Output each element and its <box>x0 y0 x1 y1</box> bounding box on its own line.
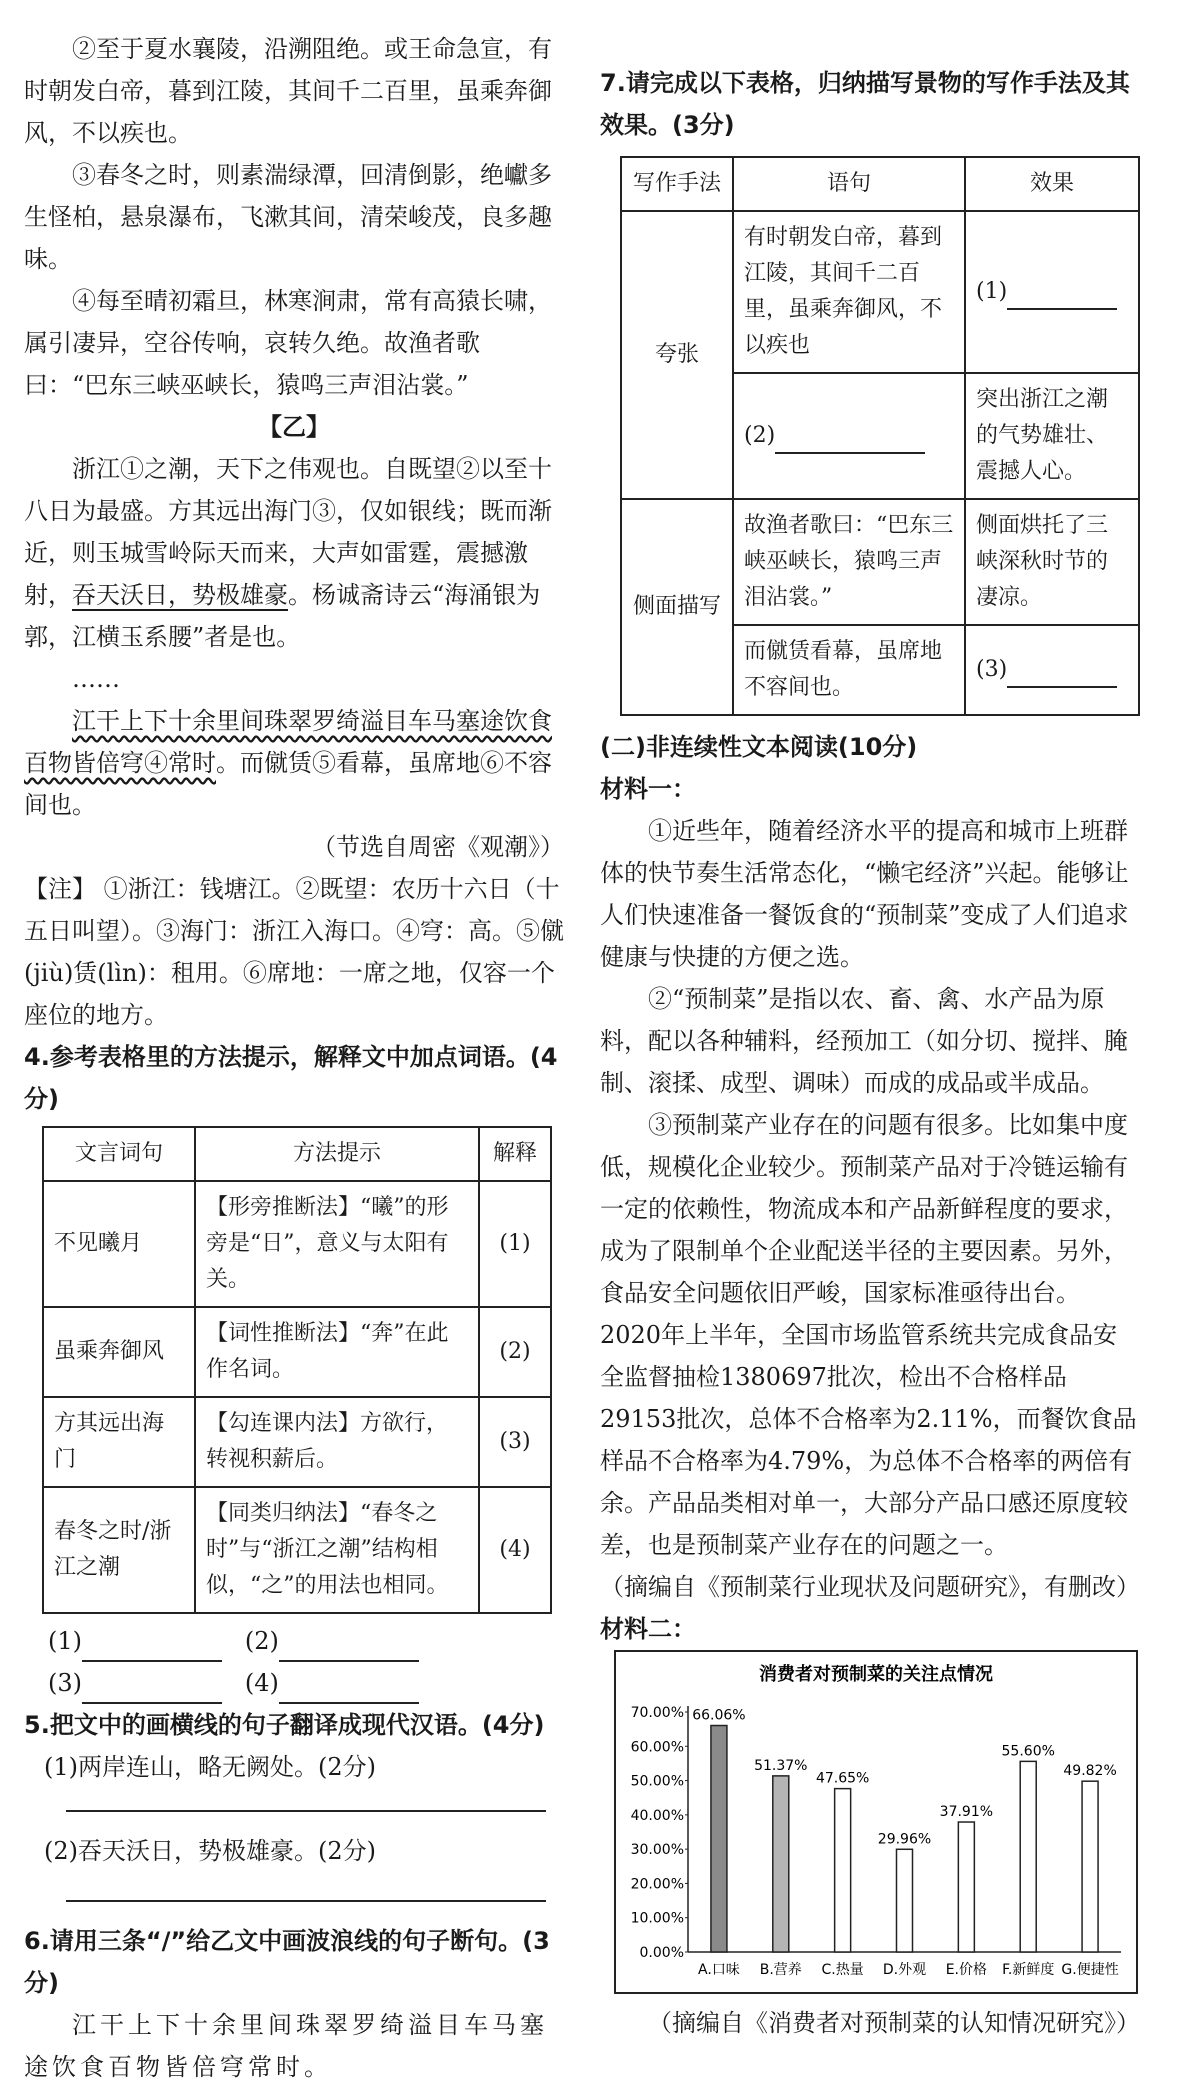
bar-4 <box>897 1849 913 1952</box>
yi-title: 【乙】 <box>258 413 330 441</box>
bar-2 <box>773 1776 789 1952</box>
data-label: 51.37% <box>754 1757 808 1774</box>
right-column <box>600 0 1140 2044</box>
q4-header-hint: 方法提示 <box>195 1127 479 1181</box>
answer-cell[interactable]: (3) <box>479 1397 551 1487</box>
question-6: 6.请用三条“/”给乙文中画波浪线的句子断句。(3分) <box>24 1927 550 1997</box>
m2-source: （摘编自《消费者对预制菜的认知情况研究》） <box>648 2009 1140 2037</box>
m1-source: （摘编自《预制菜行业现状及问题研究》，有删改） <box>600 1573 1140 1601</box>
q7-table <box>620 156 1140 716</box>
table-row: (2) 突出浙江之潮的气势雄壮、震撼人心。 <box>621 373 1139 499</box>
method-cell: 夸张 <box>621 211 733 499</box>
answer-line[interactable] <box>66 1808 546 1812</box>
y-tick-label: 40.00% <box>630 1807 684 1824</box>
y-tick-label: 10.00% <box>630 1910 684 1927</box>
table-row: 而僦赁看幕，虽席地不容间也。 (3) <box>621 625 1139 715</box>
question-7: 7.请完成以下表格，归纳描写景物的写作手法及其效果。(3分) <box>600 69 1130 139</box>
answer-cell[interactable]: (3) <box>965 625 1139 715</box>
q4-blanks-row-2: (3) (4) <box>48 1662 564 1704</box>
q4-header-phrase: 文言词句 <box>43 1127 195 1181</box>
yi-para-1: 浙江①之潮，天下之伟观也。自既望②以至十八日为最盛。方其远出海门③，仅如银线；既而渐近，则玉城雪岭际天而来，大声如雷霆，震撼激射，吞天沃日，势极雄豪。杨诚斋诗云“海涌银为郭，江横玉系腰”者是也。 <box>24 455 552 651</box>
table-row: 不见曦月 【形旁推断法】“曦”的形旁是“日”，意义与太阳有关。 (1) <box>43 1181 551 1307</box>
jia-para-4: ④每至晴初霜旦，林寒涧肃，常有高猿长啸，属引凄异，空谷传响，哀转久绝。故渔者歌曰：“巴东三峡巫峡长，猿鸣三声泪沾裳。” <box>24 287 552 399</box>
answer-cell[interactable]: (1) <box>479 1181 551 1307</box>
material-1-title: 材料一： <box>600 775 696 803</box>
y-tick-label: 60.00% <box>630 1739 684 1756</box>
bar-3 <box>835 1789 851 1952</box>
bar-5 <box>958 1822 974 1952</box>
method-cell: 侧面描写 <box>621 499 733 715</box>
material-2-title: 材料二： <box>600 1615 696 1643</box>
table-row: 虽乘奔御风 【词性推断法】“奔”在此作名词。 (2) <box>43 1307 551 1397</box>
table-row: 方其远出海门 【勾连课内法】方欲行，转视积薪后。 (3) <box>43 1397 551 1487</box>
bar-chart <box>614 1650 1138 1994</box>
left-column <box>24 0 564 2088</box>
ellipsis: …… <box>72 665 120 693</box>
answer-cell[interactable]: (2) <box>733 373 965 499</box>
table-row: 春冬之时/浙江之潮 【同类归纳法】“春冬之时”与“浙江之潮”结构相似，“之”的用法也相同。 (4) <box>43 1487 551 1613</box>
source-guanchao: （节选自周密《观潮》） <box>312 833 564 861</box>
question-5-2: (2)吞天沃日，势极雄豪。(2分) <box>44 1837 376 1865</box>
question-4: 4.参考表格里的方法提示，解释文中加点词语。(4分) <box>24 1043 558 1113</box>
chart-title: 消费者对预制菜的关注点情况 <box>759 1664 993 1685</box>
x-tick-label: C.热量 <box>821 1962 864 1978</box>
data-label: 66.06% <box>692 1707 746 1724</box>
q7-header-effect: 效果 <box>965 157 1139 211</box>
x-tick-label: A.口味 <box>698 1962 740 1978</box>
answer-blank[interactable] <box>279 1674 419 1704</box>
y-tick-label: 30.00% <box>630 1842 684 1859</box>
table-row: 侧面描写 故渔者歌曰：“巴东三峡巫峡长，猿鸣三声泪沾裳。” 侧面烘托了三峡深秋时节的凄凉。 <box>621 499 1139 625</box>
answer-line[interactable] <box>66 1898 546 1902</box>
x-tick-label: F.新鲜度 <box>1002 1962 1055 1978</box>
jia-para-3: ③春冬之时，则素湍绿潭，回清倒影，绝巘多生怪柏，悬泉瀑布，飞漱其间，清荣峻茂，良多趣味。 <box>24 161 552 273</box>
underlined-sentence: 吞天沃日，势极雄豪 <box>72 581 288 609</box>
data-label: 55.60% <box>1001 1743 1055 1760</box>
x-tick-label: E.价格 <box>945 1962 988 1978</box>
wavy-sentence: 江干上下十余里间珠翠罗绮溢目车马塞途饮食百物皆倍穹④常时 <box>24 707 552 777</box>
q4-blanks-row-1: (1) (2) <box>48 1620 564 1662</box>
jia-para-2: ②至于夏水襄陵，沿溯阻绝。或王命急宣，有时朝发白帝，暮到江陵，其间千二百里，虽乘奔御风，不以疾也。 <box>24 35 552 147</box>
q4-header-ans: 解释 <box>479 1127 551 1181</box>
bar-6 <box>1020 1761 1036 1952</box>
answer-cell[interactable]: (2) <box>479 1307 551 1397</box>
section-2-title: (二)非连续性文本阅读(10分) <box>600 733 918 761</box>
m1-para-1: ①近些年，随着经济水平的提高和城市上班群体的快节奏生活常态化，“懒宅经济”兴起。能够让人们快速准备一餐饭食的“预制菜”变成了人们追求健康与快捷的方便之选。 <box>600 817 1129 971</box>
data-label: 49.82% <box>1063 1763 1117 1780</box>
bar-chart-svg <box>616 1652 1136 1992</box>
answer-blank[interactable] <box>82 1632 222 1662</box>
x-tick-label: D.外观 <box>882 1962 927 1978</box>
y-tick-label: 70.00% <box>630 1705 684 1721</box>
table-row: 夸张 有时朝发白帝，暮到江陵，其间千二百里，虽乘奔御风，不以疾也 (1) <box>621 211 1139 373</box>
question-5: 5.把文中的画横线的句子翻译成现代汉语。(4分) <box>24 1711 545 1739</box>
answer-blank[interactable] <box>279 1632 419 1662</box>
answer-cell[interactable]: (4) <box>479 1487 551 1613</box>
yi-para-2: 江干上下十余里间珠翠罗绮溢目车马塞途饮食百物皆倍穹④常时。而僦赁⑤看幕，虽席地⑥不容间也。 <box>24 707 552 819</box>
answer-cell[interactable]: (1) <box>965 211 1139 373</box>
data-label: 29.96% <box>877 1831 932 1848</box>
m1-para-2: ②“预制菜”是指以农、畜、禽、水产品为原料，配以各种辅料，经预加工（如分切、搅拌、腌制、滚揉、成型、调味）而成的成品或半成品。 <box>600 985 1128 1097</box>
y-tick-label: 0.00% <box>639 1945 684 1961</box>
x-tick-label: B.营养 <box>759 1962 802 1978</box>
q7-header-method: 写作手法 <box>621 157 733 211</box>
data-label: 37.91% <box>939 1804 994 1821</box>
question-5-1: (1)两岸连山，略无阙处。(2分) <box>44 1753 376 1781</box>
notes: 【注】 ①浙江：钱塘江。②既望：农历十六日（十五日叫望）。③海门：浙江入海口。④穹：高。⑤僦(jiù)赁(lìn)：租用。⑥席地：一席之地，仅容一个座位的地方。 <box>24 875 564 1029</box>
q4-table <box>42 1126 552 1614</box>
bar-1 <box>711 1726 727 1952</box>
y-tick-label: 50.00% <box>630 1773 684 1790</box>
question-6-text: 江干上下十余里间珠翠罗绮溢目车马塞途饮食百物皆倍穹常时。 <box>24 2011 548 2081</box>
bar-7 <box>1082 1781 1098 1952</box>
x-tick-label: G.便捷性 <box>1061 1962 1119 1978</box>
data-label: 47.65% <box>815 1770 870 1787</box>
q7-header-sentence: 语句 <box>733 157 965 211</box>
answer-blank[interactable] <box>82 1674 222 1704</box>
y-tick-label: 20.00% <box>630 1876 684 1893</box>
m1-para-3: ③预制菜产业存在的问题有很多。比如集中度低，规模化企业较少。预制菜产品对于冷链运输有一定的依赖性，物流成本和产品新鲜程度的要求，成为了限制单个企业配送半径的主要因素。另外，食品安全问题依旧严峻，国家标准亟待出台。2020年上半年，全国市场监管系统共完成食品安全监督抽检1380697批次，检出不合格样品29153批次，总体不合格率为2.11%，而餐饮食品样品不合格率为4.79%，为总体不合格率的两倍有余。产品品类相对单一，大部分产品口感还原度较差，也是预制菜产业存在的问题之一。 <box>600 1111 1137 1559</box>
